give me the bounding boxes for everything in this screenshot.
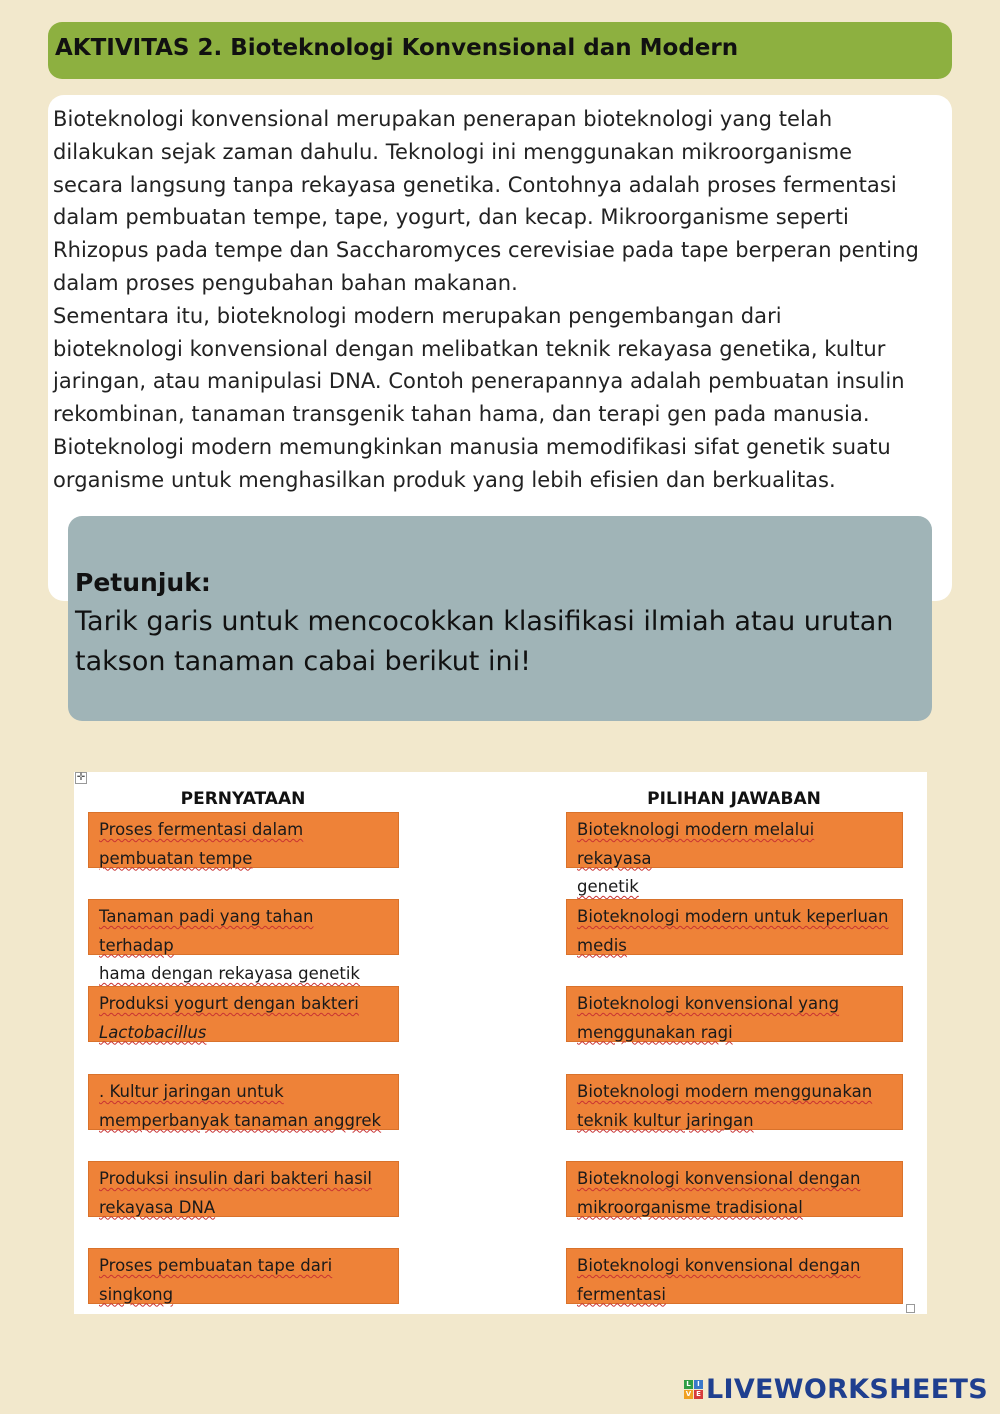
answers-header: PILIHAN JAWABAN	[647, 789, 821, 809]
activity-title-bar	[48, 22, 952, 79]
instruction-text: Tarik garis untuk mencocokkan klasifikasi ilmiah atau urutan takson tanaman cabai berikut ini!	[75, 606, 894, 677]
answer-box[interactable]: Bioteknologi konvensional dengan fermentasi	[566, 1248, 903, 1304]
resize-handle-icon[interactable]	[906, 1304, 915, 1313]
statement-box[interactable]: Proses pembuatan tape dari singkong	[88, 1248, 399, 1304]
intro-paragraph: Bioteknologi konvensional merupakan penerapan bioteknologi yang telah dilakukan sejak zaman dahulu. Teknologi ini menggunakan mikroorganisme secara langsung tanpa rekayasa genetika. Contohnya adalah proses fermentasi dalam pembuatan tempe, tape, yogurt, dan kecap. Mikroorganisme seperti Rhizopus pada tempe dan Saccharomyces cerevisiae pada tape berperan penting dalam proses pengubahan bahan makanan. Sementara itu, bioteknologi modern merupakan pengembangan dari bioteknologi konvensional dengan melibatkan teknik rekayasa genetika, kultur jaringan, atau manipulasi DNA. Contoh penerapannya adalah pembuatan insulin rekombinan, tanaman transgenik tahan hama, dan terapi gen pada manusia. Bioteknologi modern memungkinkan manusia memodifikasi sifat genetik suatu organisme untuk menghasilkan produk yang lebih efisien dan berkualitas.	[53, 107, 919, 492]
statement-box[interactable]: Produksi yogurt dengan bakteri Lactobacillus	[88, 986, 399, 1042]
statement-box[interactable]: Tanaman padi yang tahan terhadap hama dengan rekayasa genetik	[88, 899, 399, 955]
move-cross-icon[interactable]: ✛	[76, 772, 86, 783]
statement-box[interactable]: . Kultur jaringan untuk memperbanyak tanaman anggrek	[88, 1074, 399, 1130]
activity-title: AKTIVITAS 2. Bioteknologi Konvensional dan Modern	[55, 35, 739, 61]
answer-box[interactable]: Bioteknologi modern untuk keperluan medis	[566, 899, 903, 955]
brand-name: LIVEWORKSHEETS	[705, 1374, 988, 1405]
liveworksheets-logo	[684, 1374, 988, 1405]
statement-box[interactable]: Produksi insulin dari bakteri hasil rekayasa DNA	[88, 1161, 399, 1217]
liveworksheets-grid-icon: L I V E	[684, 1380, 703, 1399]
statement-box[interactable]: Proses fermentasi dalam pembuatan tempe	[88, 812, 399, 868]
instruction-card	[68, 516, 932, 721]
statements-header: PERNYATAAN	[180, 789, 306, 809]
answer-box[interactable]: Bioteknologi modern menggunakan teknik kultur jaringan	[566, 1074, 903, 1130]
answer-box[interactable]: Bioteknologi modern melalui rekayasa genetik	[566, 812, 903, 868]
answer-box[interactable]: Bioteknologi konvensional yang menggunakan ragi	[566, 986, 903, 1042]
answer-box[interactable]: Bioteknologi konvensional dengan mikroorganisme tradisional	[566, 1161, 903, 1217]
matching-table	[74, 772, 927, 1314]
instruction-title: Petunjuk:	[75, 568, 211, 597]
